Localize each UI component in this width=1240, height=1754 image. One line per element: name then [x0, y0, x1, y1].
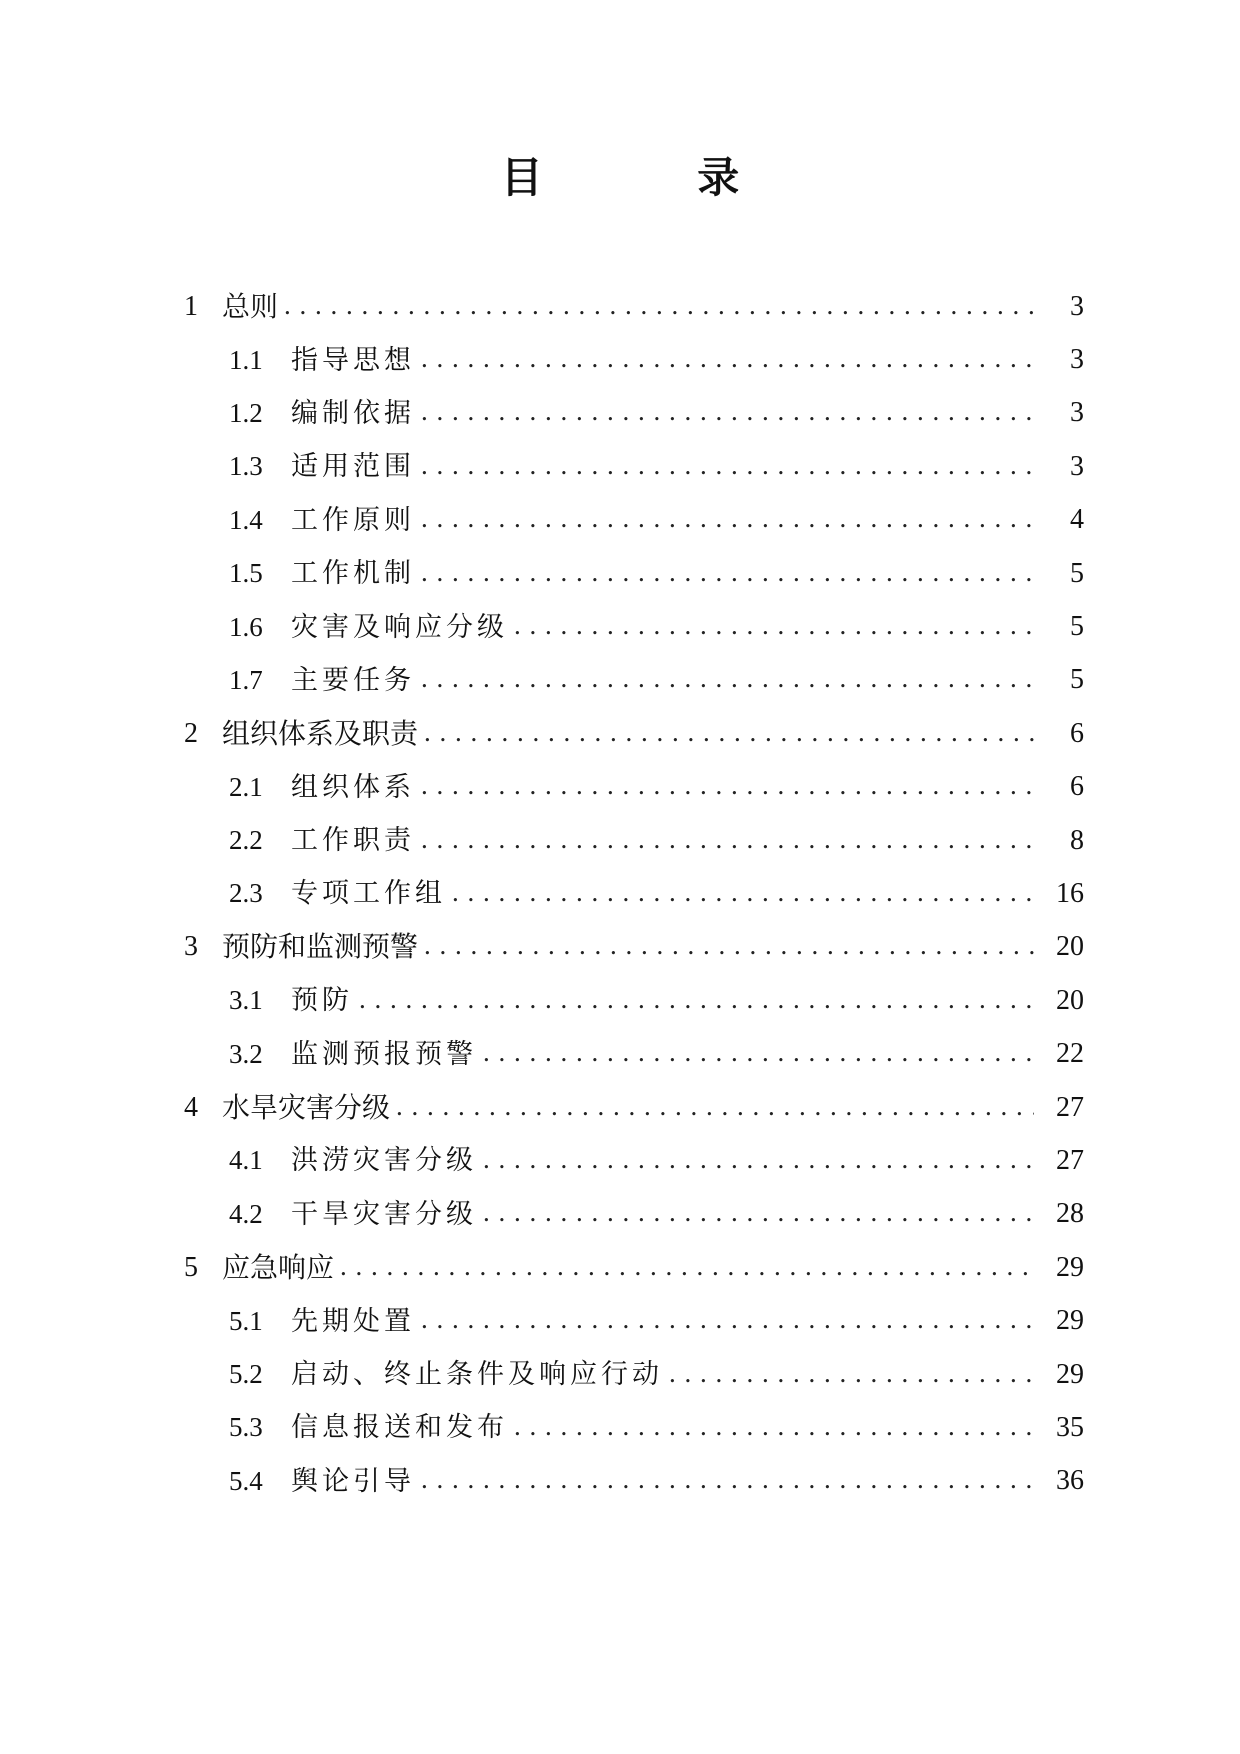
toc-entry-title: 组织体系及职责: [222, 716, 419, 750]
toc-entry-number: 1.5: [229, 558, 263, 589]
toc-entry-title: 信息报送和发布: [291, 1412, 508, 1444]
toc-entry[interactable]: [184, 814, 1084, 867]
toc-entry-number: 3.2: [229, 1038, 263, 1069]
toc-entry-page-number: 20: [1056, 931, 1084, 963]
toc-entry-page-number: 16: [1056, 877, 1084, 909]
toc-entry-title: 工作职责: [291, 825, 415, 857]
toc-entry-page-number: 3: [1070, 397, 1084, 429]
toc-dot-leader: [421, 557, 1034, 587]
toc-entry-page-number: 27: [1056, 1144, 1084, 1176]
toc-entry[interactable]: [184, 280, 1084, 333]
toc-entry-number: 2.1: [229, 771, 263, 802]
toc-dot-leader: [452, 877, 1034, 907]
toc-entry-title: 水旱灾害分级: [222, 1090, 391, 1124]
toc-entry[interactable]: [184, 1241, 1084, 1294]
toc-entry-page-number: 36: [1056, 1465, 1084, 1497]
toc-entry-title: 适用范围: [291, 451, 415, 483]
toc-entry-title: 应急响应: [222, 1250, 335, 1284]
toc-entry-title: 组织体系: [291, 771, 415, 803]
toc-entry[interactable]: [184, 1401, 1084, 1454]
toc-entry[interactable]: [184, 761, 1084, 814]
toc-entry-title: 编制依据: [291, 397, 415, 429]
toc-entry-number: 2.3: [229, 878, 263, 909]
toc-entry[interactable]: [184, 1294, 1084, 1347]
toc-entry[interactable]: [184, 1027, 1084, 1080]
toc-entry-page-number: 6: [1070, 771, 1084, 803]
toc-entry-number: 5.3: [229, 1412, 263, 1443]
toc-entry-title: 指导思想: [291, 344, 415, 376]
toc-entry-title: 干旱灾害分级: [291, 1198, 477, 1230]
toc-dot-leader: [284, 290, 1034, 320]
toc-entry-page-number: 35: [1056, 1411, 1084, 1443]
toc-entry-title: 工作原则: [291, 504, 415, 536]
toc-dot-leader: [421, 450, 1034, 480]
toc-title: 目 录: [500, 153, 810, 202]
toc-entry-title: 主要任务: [291, 664, 415, 696]
toc-entry-number: 1.6: [229, 611, 263, 642]
toc-entry[interactable]: [184, 600, 1084, 653]
toc-entry-number: 1.7: [229, 664, 263, 695]
toc-entry[interactable]: [184, 387, 1084, 440]
toc-entry-page-number: 29: [1056, 1305, 1084, 1337]
toc-entry-number: 1: [184, 290, 198, 322]
toc-dot-leader: [424, 717, 1034, 747]
toc-entry-title: 启动、终止条件及响应行动: [291, 1359, 663, 1390]
toc-entry-title: 预防: [291, 985, 353, 1017]
toc-dot-leader: [421, 396, 1034, 426]
toc-entry-number: 2: [184, 717, 198, 749]
toc-entry-page-number: 20: [1056, 984, 1084, 1016]
toc-entry[interactable]: [184, 921, 1084, 974]
toc-entry-title: 专项工作组: [291, 878, 446, 910]
toc-entry-title: 监测预报预警: [291, 1038, 477, 1070]
toc-entry[interactable]: [184, 707, 1084, 760]
toc-entry-page-number: 3: [1070, 290, 1084, 322]
toc-entry-number: 1.1: [229, 344, 263, 375]
toc-entry[interactable]: [184, 974, 1084, 1027]
toc-dot-leader: [396, 1091, 1034, 1121]
toc-entry[interactable]: [184, 333, 1084, 386]
toc-entry-number: 1.2: [229, 397, 263, 428]
toc-entry-number: 5.4: [229, 1465, 263, 1496]
toc-entry[interactable]: [184, 1134, 1084, 1187]
toc-entry-title: 灾害及响应分级: [291, 611, 508, 643]
toc-entry[interactable]: [184, 654, 1084, 707]
toc-dot-leader: [421, 1464, 1034, 1494]
toc-entry-title: 洪涝灾害分级: [291, 1145, 477, 1177]
toc-entry-page-number: 5: [1070, 664, 1084, 696]
toc-entry-page-number: 8: [1070, 824, 1084, 856]
toc-entry-number: 1.4: [229, 504, 263, 535]
toc-dot-leader: [340, 1251, 1034, 1281]
toc-entry[interactable]: [184, 1455, 1084, 1508]
toc-entry[interactable]: [184, 440, 1084, 493]
toc-entry-number: 4: [184, 1091, 198, 1123]
toc-dot-leader: [421, 770, 1034, 800]
toc-entry-number: 5.2: [229, 1359, 263, 1389]
toc-entry-page-number: 28: [1056, 1198, 1084, 1230]
toc-entry-number: 3: [184, 931, 198, 963]
toc-entry[interactable]: [184, 1188, 1084, 1241]
toc-entry-title: 总则: [222, 289, 279, 323]
toc-dot-leader: [421, 343, 1034, 373]
toc-entry-page-number: 5: [1070, 557, 1084, 589]
toc-entry[interactable]: [184, 494, 1084, 547]
toc-entry-number: 4.2: [229, 1198, 263, 1229]
toc-entry-number: 4.1: [229, 1145, 263, 1176]
toc-entry-page-number: 3: [1070, 450, 1084, 482]
toc-entry-title: 舆论引导: [291, 1465, 415, 1497]
toc-entry-page-number: 5: [1070, 611, 1084, 643]
toc-entry-number: 5.1: [229, 1305, 263, 1336]
toc-entry-page-number: 29: [1056, 1251, 1084, 1283]
toc-dot-leader: [359, 984, 1034, 1014]
toc-dot-leader: [483, 1037, 1034, 1067]
toc-entry-number: 2.2: [229, 825, 263, 856]
toc-entry-page-number: 29: [1056, 1358, 1084, 1390]
toc-dot-leader: [669, 1358, 1034, 1388]
toc-entry-number: 3.1: [229, 985, 263, 1016]
toc-entry-page-number: 27: [1056, 1091, 1084, 1123]
toc-entry-page-number: 6: [1070, 717, 1084, 749]
toc-entry[interactable]: [184, 867, 1084, 920]
toc-entry-page-number: 3: [1070, 344, 1084, 376]
toc-entry[interactable]: [184, 1348, 1084, 1401]
toc-entry-title: 预防和监测预警: [222, 930, 419, 964]
toc-dot-leader: [421, 824, 1034, 854]
toc-entry-page-number: 22: [1056, 1038, 1084, 1070]
toc-entry-title: 先期处置: [291, 1305, 415, 1337]
toc-entry-page-number: 4: [1070, 504, 1084, 536]
toc-entry-number: 5: [184, 1251, 198, 1283]
toc-dot-leader: [421, 1304, 1034, 1334]
toc-entry[interactable]: [184, 547, 1084, 600]
toc-dot-leader: [483, 1197, 1034, 1227]
toc-entry-title: 工作机制: [291, 558, 415, 590]
toc-dot-leader: [421, 663, 1034, 693]
toc-dot-leader: [514, 1411, 1034, 1441]
toc-dot-leader: [421, 503, 1034, 533]
toc-entry[interactable]: [184, 1081, 1084, 1134]
toc-dot-leader: [483, 1144, 1034, 1174]
toc-dot-leader: [514, 610, 1034, 640]
toc-entry-number: 1.3: [229, 451, 263, 482]
table-of-contents: [184, 280, 1084, 1508]
toc-dot-leader: [424, 930, 1034, 960]
